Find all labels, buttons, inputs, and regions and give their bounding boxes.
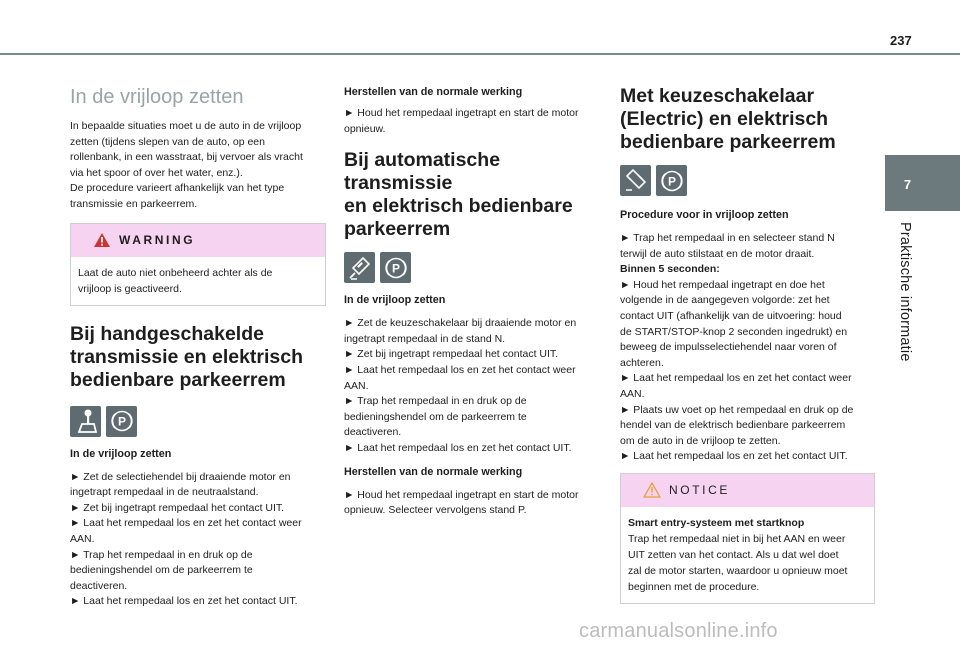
steps — [620, 231, 875, 465]
heading-line: Bij automatische transmissie — [344, 149, 501, 195]
electric-selector-icon — [620, 165, 651, 196]
step-line: beweeg de impulsselectiehendel naar voren of — [620, 341, 837, 354]
automatic-selector-icon — [344, 252, 375, 283]
warning-triangle-icon — [93, 232, 111, 248]
step-line: ► Zet bij ingetrapt rempedaal het contact UIT. — [344, 348, 559, 361]
subheading: In de vrijloop zetten — [344, 294, 446, 307]
warning-title: WARNING — [119, 233, 196, 248]
column-3 — [620, 85, 875, 604]
text-line: De procedure varieert afhankelijk van het type — [70, 182, 285, 195]
heading-line: bedienbare parkeerrem — [70, 368, 286, 391]
notice-triangle-icon — [643, 482, 661, 498]
step-line: ► Zet de selectiehendel bij draaiende motor en — [70, 470, 291, 483]
text-line: UIT zetten van het contact. Als u dat wel doet — [628, 548, 839, 561]
parking-brake-icon — [656, 165, 687, 196]
step-line: om de auto in de vrijloop te zetten. — [620, 434, 781, 447]
heading-line: (Electric) en elektrisch — [620, 108, 829, 130]
step-line: ► Plaats uw voet op het rempedaal en druk op de — [620, 403, 854, 416]
intro-paragraph — [70, 119, 326, 213]
text-line: zetten (tijdens slepen van de auto, op een — [70, 135, 265, 148]
step-line: deactiveren. — [344, 426, 402, 439]
step-line: ► Laat het rempedaal los en zet het contact UIT. — [344, 441, 572, 454]
page-number: 237 — [890, 33, 912, 48]
step-line: ► Laat het rempedaal los en zet het contact weer — [70, 517, 302, 530]
step-line: de START/STOP-knop 2 seconden ingedrukt) en — [620, 325, 848, 338]
gear-lever-icon — [70, 406, 101, 437]
section-heading — [70, 323, 326, 392]
subheading: Herstellen van de normale werking — [344, 86, 523, 98]
step-line: deactiveren. — [70, 579, 128, 592]
step-line: ► Trap het rempedaal in en druk op de — [344, 395, 527, 408]
heading-line: transmissie en elektrisch — [70, 345, 304, 368]
step-line: AAN. — [620, 387, 645, 400]
text-line: In bepaalde situaties moet u de auto in de vrijloop — [70, 120, 302, 132]
heading-line: en elektrisch bedienbare — [344, 195, 573, 218]
icon-row — [70, 406, 326, 437]
step-line: AAN. — [344, 379, 369, 392]
heading-line: Met keuzeschakelaar — [620, 85, 815, 107]
warning-body — [71, 257, 325, 305]
step-line: ► Laat het rempedaal los en zet het contact weer — [620, 372, 852, 385]
step-line: ► Trap het rempedaal in en selecteer stand N — [620, 232, 835, 244]
step-line: ► Houd het rempedaal ingetrapt en start de motor — [344, 107, 579, 119]
parking-brake-icon — [380, 252, 411, 283]
subheading: Procedure voor in vrijloop zetten — [620, 209, 789, 221]
steps — [70, 470, 326, 610]
text-line: transmissie en parkeerrem. — [70, 197, 198, 210]
column-2 — [344, 85, 602, 519]
step-line: bedieningshendel om de parkeerrem te — [70, 564, 253, 577]
restore-steps — [344, 106, 602, 137]
notice-header — [621, 474, 874, 507]
section-heading — [344, 149, 602, 241]
step-line: ingetrapt rempedaal in de neutraalstand. — [70, 486, 259, 499]
text-line: vrijloop is geactiveerd. — [78, 282, 182, 295]
text-line: beginnen met de procedure. — [628, 580, 760, 593]
step-line: hendel van de elektrisch bedienbare parkeerrem — [620, 419, 846, 432]
step-line: opnieuw. — [344, 122, 386, 135]
notice-box — [620, 473, 875, 604]
step-line: achteren. — [620, 356, 664, 369]
step-line: ► Laat het rempedaal los en zet het contact UIT. — [620, 450, 848, 463]
text-line: Trap het rempedaal niet in bij het AAN en weer — [628, 532, 846, 545]
step-line: ingetrapt rempedaal in de stand N. — [344, 332, 506, 345]
step-line: volgende in de aangegeven volgorde: zet het — [620, 294, 830, 307]
chapter-number: 7 — [903, 177, 912, 192]
warning-box — [70, 223, 326, 306]
text-line: Laat de auto niet onbeheerd achter als de — [78, 266, 273, 279]
warning-header — [71, 224, 325, 257]
step-line: bedieningshendel om de parkeerrem te — [344, 410, 527, 423]
chapter-label: Praktische informatie — [897, 222, 913, 362]
text-line: zal de motor starten, waardoor u opnieuw moet — [628, 564, 848, 577]
svg-text:P: P — [667, 174, 676, 188]
column-1 — [70, 85, 326, 610]
step-line: ► Trap het rempedaal in en druk op de — [70, 548, 253, 561]
svg-text:P: P — [117, 414, 126, 429]
chapter-tab[interactable] — [885, 155, 960, 211]
icon-row — [620, 165, 875, 196]
notice-body — [621, 507, 874, 603]
heading-line: parkeerrem — [344, 218, 451, 241]
text-line: via het spoor of over het water, enz.). — [70, 166, 243, 179]
section-heading — [620, 85, 875, 154]
header-rule — [0, 53, 960, 55]
subheading: Herstellen van de normale werking — [344, 465, 523, 478]
text-line: rollenbank, in een wasstraat, bij vervoer als vracht — [70, 151, 303, 164]
notice-title: NOTICE — [669, 483, 730, 498]
parking-brake-icon — [106, 406, 137, 437]
step-line: ► Laat het rempedaal los en zet het contact UIT. — [70, 595, 298, 608]
icon-row — [344, 252, 602, 283]
step-line: ► Houd het rempedaal ingetrapt en doe het — [620, 278, 825, 291]
step-line: opnieuw. Selecteer vervolgens stand P. — [344, 504, 527, 517]
notice-heading: Smart entry-systeem met startknop — [628, 516, 805, 529]
restore-steps — [344, 488, 602, 519]
step-line: ► Houd het rempedaal ingetrapt en start de motor — [344, 488, 579, 501]
heading-line: Bij handgeschakelde — [70, 322, 264, 345]
step-line: terwijl de auto stilstaat en de motor draait. — [620, 247, 815, 260]
heading-line: bedienbare parkeerrem — [620, 131, 836, 153]
watermark: carmanualsonline.info — [579, 620, 778, 642]
steps — [344, 316, 602, 456]
step-line: contact UIT (afhankelijk van de uitvoering: houd — [620, 309, 842, 322]
subheading: In de vrijloop zetten — [70, 447, 172, 460]
step-line: ► Zet bij ingetrapt rempedaal het contact UIT. — [70, 501, 285, 514]
step-line: Binnen 5 seconden: — [620, 263, 720, 276]
svg-text:P: P — [391, 261, 400, 276]
page-title: In de vrijloop zetten — [70, 86, 244, 108]
step-line: ► Zet de keuzeschakelaar bij draaiende motor en — [344, 317, 577, 330]
step-line: AAN. — [70, 532, 95, 545]
step-line: ► Laat het rempedaal los en zet het contact weer — [344, 363, 576, 376]
